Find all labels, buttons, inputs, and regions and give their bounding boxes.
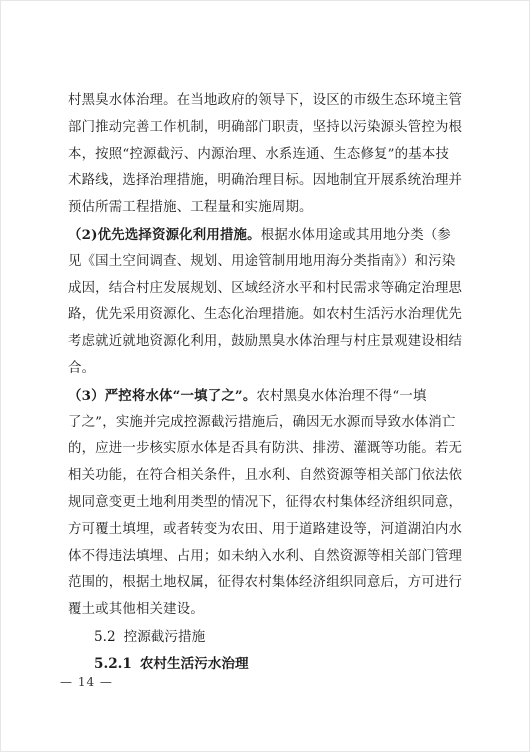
paragraph-no-filling <box>68 383 468 624</box>
section-title: 控源截污措施 <box>123 628 206 645</box>
text-line: 考虑就近就地资源化利用，鼓励黑臭水体治理与村庄景观建设相结 <box>68 334 463 350</box>
subsection-number: 5.2.1 <box>94 655 132 672</box>
paragraph-intro <box>68 88 468 222</box>
paragraph-resource-utilization <box>68 222 468 383</box>
paragraph-lead: （3）严控将水体“一填了之”。 <box>68 387 257 404</box>
page-body <box>68 88 468 678</box>
paragraph-lead: （2)优先选择资源化利用措施。 <box>68 226 261 243</box>
text-line: 部门推动完善工作机制，明确部门职责，坚持以污染源头管控为根 <box>68 119 463 135</box>
section-heading <box>68 624 468 651</box>
text-line <box>68 222 468 249</box>
subsection-heading <box>68 651 468 678</box>
text-line: 体不得违法填埋、占用；如未纳入水利、自然资源等相关部门管理 <box>68 548 463 564</box>
page-number: — 14 — <box>60 675 113 689</box>
text-run: 根据水体用途或其用地分类（参 <box>260 227 452 243</box>
text-line: 的，应进一步核实原水体是否具有防洪、排涝、灌溉等功能。若无 <box>68 441 463 457</box>
text-line: 路，优先采用资源化、生态化治理措施。如农村生活污水治理优先 <box>68 307 463 323</box>
text-line: 规同意变更土地利用类型的情况下，征得农村集体经济组织同意， <box>68 494 463 510</box>
text-line: 预估所需工程措施、工程量和实施周期。 <box>68 200 313 216</box>
text-line: 相关功能，在符合相关条件，且水利、自然资源等相关部门依法依 <box>68 468 463 484</box>
text-line: 方可覆土填埋，或者转变为农田、用于道路建设等，河道湖泊内水 <box>68 521 463 537</box>
text-run: 农村黑臭水体治理不得“一填 <box>256 388 427 404</box>
text-line: 见《国土空间调查、规划、用途管制用地用海分类指南》）和污染 <box>68 253 456 269</box>
section-number: 5.2 <box>94 628 116 645</box>
text-line: 村黑臭水体治理。在当地政府的领导下，设区的市级生态环境主管 <box>68 93 463 108</box>
text-line: 范围的，根据土地权属，征得农村集体经济组织同意后，方可进行 <box>68 575 463 591</box>
text-line: 术路线，选择治理措施，明确治理目标。因地制宜开展系统治理并 <box>68 173 463 189</box>
text-line: 了之”，实施并完成控源截污措施后，确因无水源而导致水体消亡 <box>68 414 456 430</box>
subsection-title: 农村生活污水治理 <box>139 655 249 672</box>
text-line: 覆土或其他相关建设。 <box>68 602 204 618</box>
text-line: 本，按照“控源截污、内源治理、水系连通、生态修复”的基本技 <box>68 146 450 162</box>
text-line: 合。 <box>68 360 96 376</box>
text-line: 成因，结合村庄发展规划、区域经济水平和村民需求等确定治理思 <box>68 280 463 296</box>
text-line <box>68 383 468 410</box>
